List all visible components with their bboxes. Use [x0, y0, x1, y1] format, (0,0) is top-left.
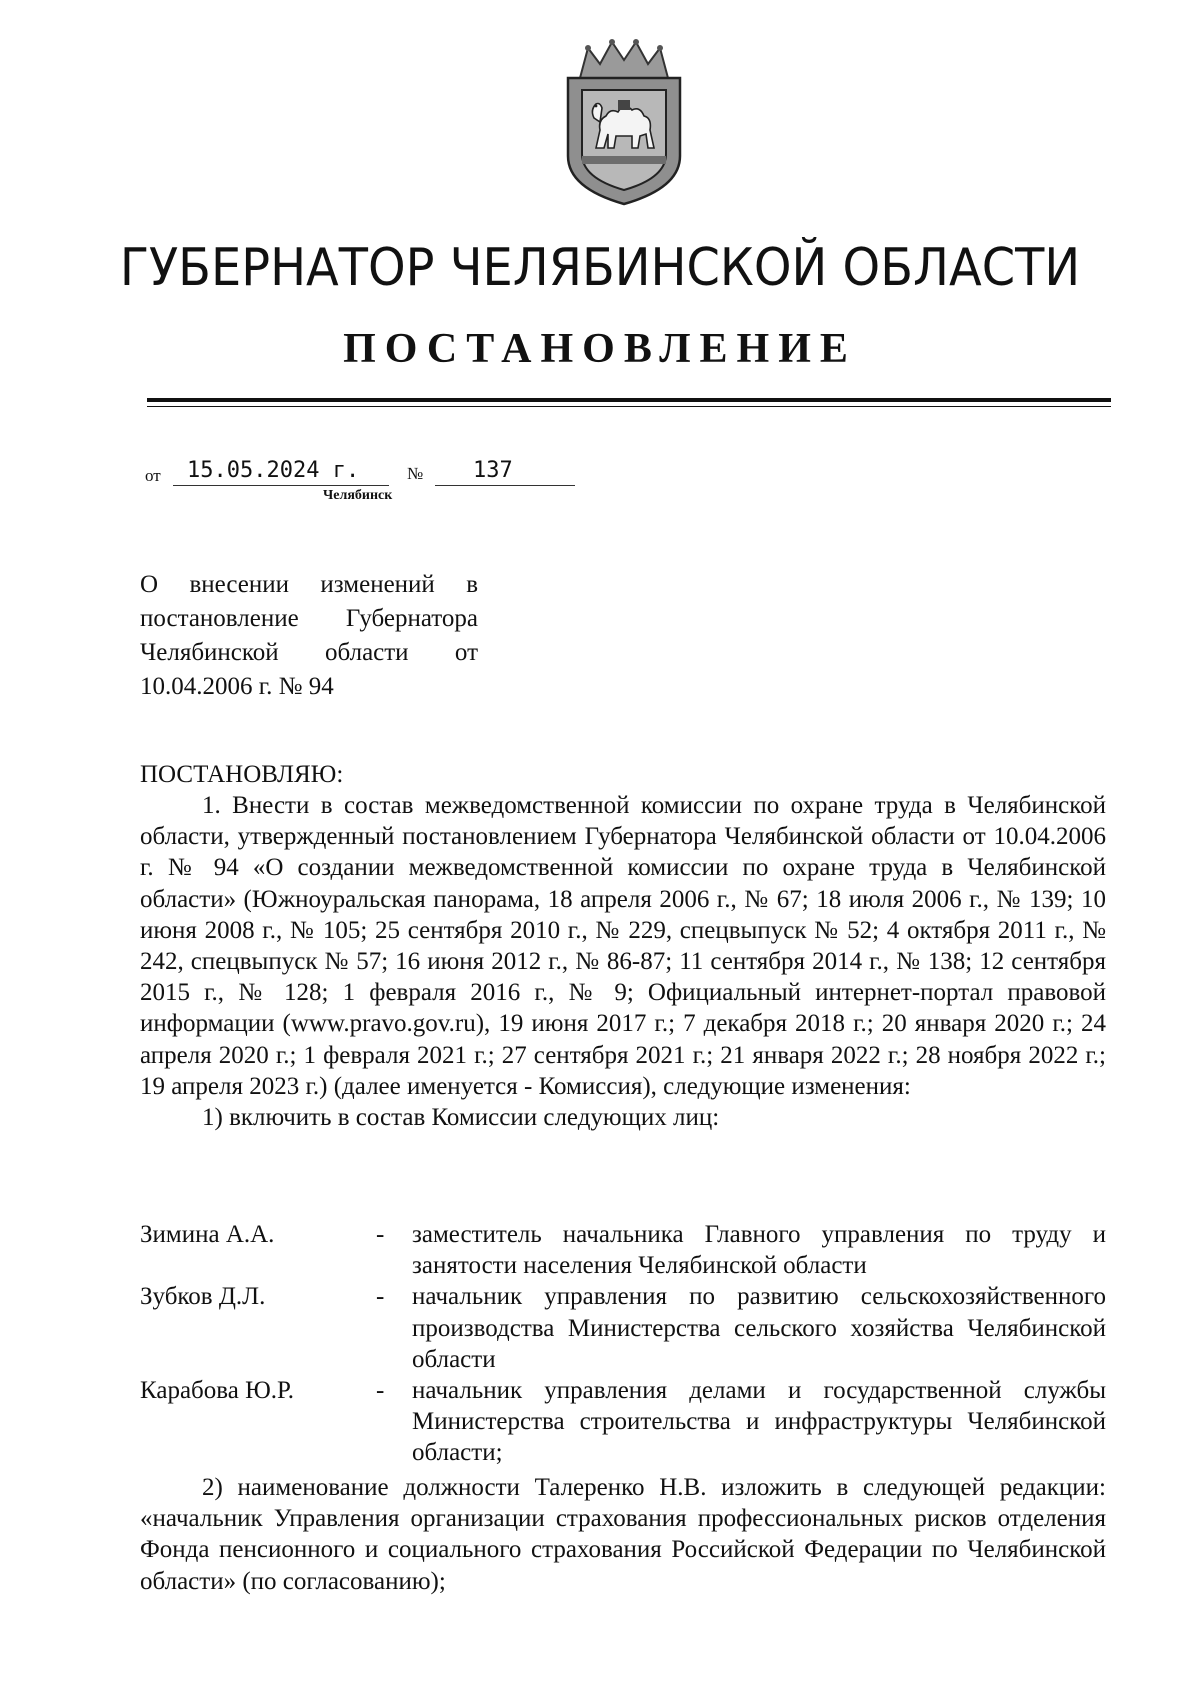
doc-type-title: ПОСТАНОВЛЕНИЕ — [343, 326, 857, 372]
decree-word: ПОСТАНОВЛЯЮ: — [140, 761, 344, 788]
member-dash: - — [376, 1283, 385, 1311]
doc-city: Челябинск — [323, 488, 393, 503]
doc-subject: О внесении изменений в постановление Губернатора Челябинской области от 10.04.2006 г. № 94 — [140, 571, 478, 700]
member-dash: - — [376, 1377, 385, 1405]
member-dash: - — [376, 1221, 385, 1248]
header-rule-thin — [147, 406, 1111, 407]
member-name: Зубков Д.Л. — [140, 1283, 266, 1311]
subitem-1-paragraph: 1) включить в состав Комиссии следующих лиц: — [202, 1104, 720, 1132]
number-sign: № — [407, 464, 424, 483]
member-row — [140, 1219, 1106, 1281]
member-row — [140, 1281, 1106, 1375]
doc-number: 137 — [435, 458, 575, 486]
member-name: Карабова Ю.Р. — [140, 1377, 295, 1405]
member-name: Зимина А.А. — [140, 1221, 275, 1248]
member-position: начальник управления делами и государственной службы Министерства строительства и инфраструктуры Челябинской области; — [412, 1377, 1106, 1467]
member-position: заместитель начальника Главного управления по труду и занятости населения Челябинской области — [412, 1221, 1106, 1280]
members-list — [140, 1219, 1106, 1469]
doc-date: 15.05.2024 г. — [173, 458, 389, 486]
coat-of-arms-icon — [560, 38, 688, 208]
header-rule-thick — [147, 398, 1111, 402]
item-1-paragraph: 1. Внести в состав межведомственной комиссии по охране труда в Челябинской области, утвержденный постановлением Губернатора Челябинской области от 10.04.2006 г. № 94 «О создании межведомственной комиссии по охране труда в Челябинской области» (Южноуральская панорама, 18 апреля 2006 г., № 67; 18 июля 2006 г., № 139; 10 июня 2008 г., № 105; 25 сентября 2010 г., № 229, спецвыпуск № 52; 4 октября 2011 г., № 242, спецвыпуск № 57; 16 июня 2012 г., № 86-87; 11 сентября 2014 г., № 138; 12 сентября 2015 г., № 128; 1 февраля 2016 г., № 9; Официальный интернет-портал правовой информации (www.pravo.gov.ru), 19 июня 2017 г.; 7 декабря 2018 г.; 20 января 2020 г.; 24 апреля 2020 г.; 1 февраля 2021 г.; 27 сентября 2021 г.; 21 января 2022 г.; 28 ноября 2022 г.; 19 апреля 2023 г.) (далее именуется - Комиссия), следующие изменения: — [140, 792, 1106, 1100]
member-row — [140, 1375, 1106, 1469]
doc-body — [140, 790, 1106, 1133]
authority-title: ГУБЕРНАТОР ЧЕЛЯБИНСКОЙ ОБЛАСТИ — [119, 238, 1081, 298]
date-prefix: от — [145, 466, 161, 485]
member-position: начальник управления по развитию сельскохозяйственного производства Министерства сельского хозяйства Челябинской области — [412, 1283, 1106, 1373]
item-2-paragraph: 2) наименование должности Талеренко Н.В. изложить в следующей редакции: «начальник Управления организации страхования профессиональных рисков отделения Фонда пенсионного и социального страхования Российской Федерации по Челябинской области» (по согласованию); — [140, 1474, 1106, 1595]
